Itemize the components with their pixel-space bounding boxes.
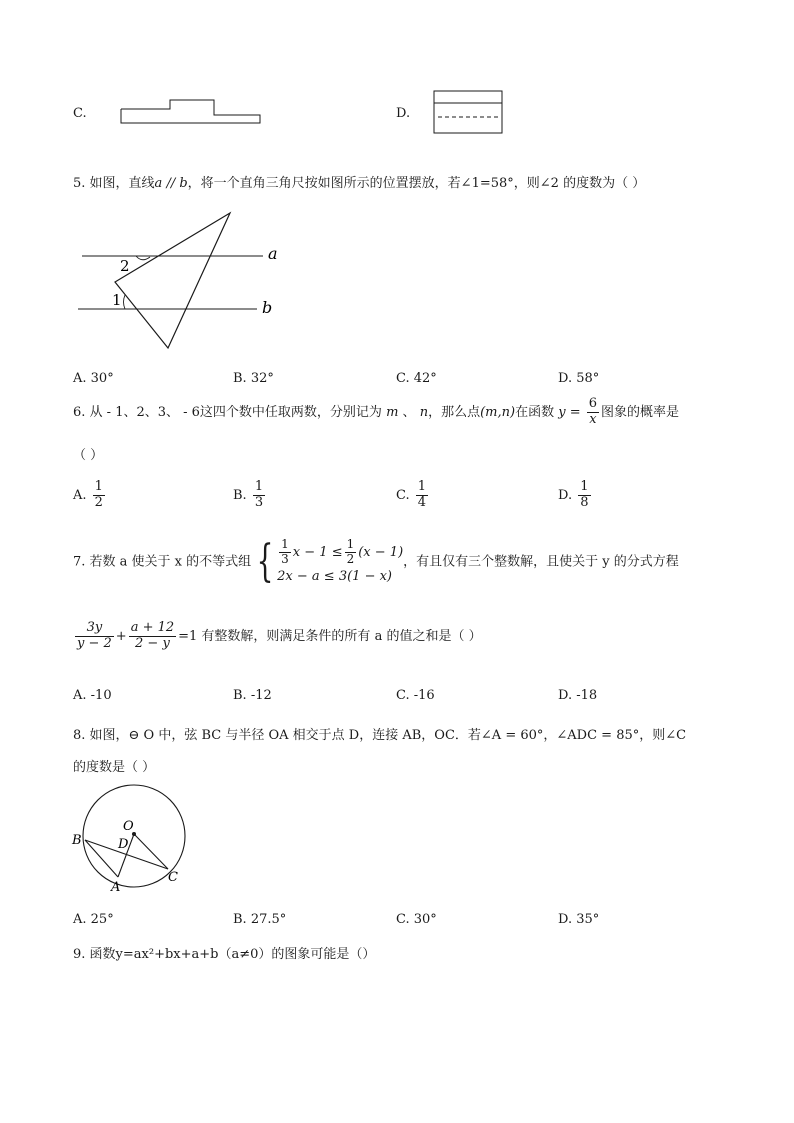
q7-stem xyxy=(73,538,679,586)
q7-stem-rest: ，有且仅有三个整数解，且使关于 y 的分式方程 xyxy=(403,554,679,570)
q7-ineq1-a-num: 1 xyxy=(281,537,289,551)
q5-option-b[interactable]: B. 32° xyxy=(233,371,274,386)
q6-mid2: 在函数 xyxy=(515,404,555,420)
q6-point: (m,n) xyxy=(480,404,516,420)
q5-option-c[interactable]: C. 42° xyxy=(396,371,437,386)
q6-option-c-num: 1 xyxy=(417,479,427,494)
q7-ineq1-frac-b xyxy=(345,538,357,567)
q8-stem-2: 的度数是（ ） xyxy=(73,760,156,775)
q6-option-a-den: 2 xyxy=(94,494,103,510)
q8-label-d: D xyxy=(118,837,129,852)
q5-figure xyxy=(70,205,290,355)
q7-eq-f1-den: y − 2 xyxy=(77,635,112,651)
q7-option-b[interactable]: B. -12 xyxy=(233,688,272,703)
q6-option-a-prefix: A. xyxy=(73,487,87,503)
q6-option-c-fraction xyxy=(416,480,428,511)
q5-line-b-label: b xyxy=(262,298,273,317)
q9-stem: 9. 函数y=ax²+bx+a+b（a≠0）的图象可能是（） xyxy=(73,947,376,962)
q7-ineq1-tail: (x − 1) xyxy=(358,544,404,560)
q7-eq-f2-num: a + 12 xyxy=(130,620,175,635)
q5-var-b: b xyxy=(179,176,188,191)
q7-eq-f2-den: 2 − y xyxy=(135,635,170,651)
q6-option-a[interactable] xyxy=(73,480,107,511)
q6-option-b-num: 1 xyxy=(254,479,264,494)
q5-angle-1-label: 1 xyxy=(112,291,122,309)
q6-stem-text: 6. 从 - 1、2、3、 - 6这四个数中任取两数，分别记为 xyxy=(73,404,382,420)
q7-inequality-system xyxy=(277,538,403,586)
q6-option-a-num: 1 xyxy=(94,479,103,494)
q7-stem-text: 7. 若数 a 使关于 x 的不等式组 xyxy=(73,554,252,570)
q7-brace: { xyxy=(256,536,274,588)
q7-eq-plus: + xyxy=(115,628,127,644)
q6-stem xyxy=(73,397,679,428)
q7-ineq1-mid: x − 1 ≤ xyxy=(292,544,343,560)
q7-inequality-1 xyxy=(277,538,403,567)
q5-parallel: // xyxy=(162,176,180,191)
q8-option-c[interactable]: C. 30° xyxy=(396,912,437,927)
q6-var-m: m xyxy=(386,404,399,420)
q6-option-d[interactable] xyxy=(558,480,593,511)
q6-tail: 图象的概率是 xyxy=(601,404,680,420)
q8-option-b[interactable]: B. 27.5° xyxy=(233,912,287,927)
q8-label-b: B xyxy=(72,833,82,848)
q6-option-d-prefix: D. xyxy=(558,487,573,503)
q6-option-c[interactable] xyxy=(396,480,430,511)
q6-option-c-prefix: C. xyxy=(396,487,410,503)
q6-func-lhs: y = xyxy=(558,404,581,420)
q7-option-a[interactable]: A. -10 xyxy=(73,688,112,703)
q7-eq-frac-1 xyxy=(75,621,114,652)
q8-figure xyxy=(68,782,198,897)
q6-option-a-fraction xyxy=(93,480,105,511)
q6-option-d-den: 8 xyxy=(580,494,589,510)
q7-equation xyxy=(73,621,482,652)
q7-inequality-2: 2x − a ≤ 3(1 − x) xyxy=(277,568,392,584)
q7-ineq1-b-den: 2 xyxy=(346,551,355,566)
q6-option-c-den: 4 xyxy=(417,494,427,510)
q5-option-d[interactable]: D. 58° xyxy=(558,371,600,386)
q5-stem-rest: ，将一个直角三角尺按如图所示的位置摆放，若∠1=58°，则∠2 的度数为（ ） xyxy=(187,176,646,191)
q8-stem: 8. 如图，⊖ O 中，弦 BC 与半径 OA 相交于点 D，连接 AB，OC．若∠A = 60°，∠ADC = 85°，则∠C xyxy=(73,728,687,743)
q8-option-d[interactable]: D. 35° xyxy=(558,912,600,927)
q5-var-a: a xyxy=(154,176,163,191)
q4-option-d-label: D. xyxy=(396,106,411,121)
q7-option-d[interactable]: D. -18 xyxy=(558,688,598,703)
q6-answer-paren: （ ） xyxy=(73,448,104,463)
q7-eq-rest: =1 有整数解，则满足条件的所有 a 的值之和是（ ） xyxy=(178,628,482,644)
q7-ineq1-frac-a xyxy=(279,538,291,567)
q6-option-b[interactable] xyxy=(233,480,267,511)
q7-option-c[interactable]: C. -16 xyxy=(396,688,435,703)
q6-sep: 、 xyxy=(402,404,416,420)
q6-func-num: 6 xyxy=(588,396,598,411)
q6-option-b-den: 3 xyxy=(254,494,264,510)
q6-option-b-prefix: B. xyxy=(233,487,247,503)
q4-option-c-label: C. xyxy=(73,106,87,121)
q5-stem-text: 5. 如图，直线 xyxy=(73,176,155,191)
q6-option-d-num: 1 xyxy=(580,479,589,494)
q5-option-a[interactable]: A. 30° xyxy=(73,371,114,386)
q7-ineq1-a-den: 3 xyxy=(281,551,289,566)
q7-eq-f1-num: 3y xyxy=(75,621,114,637)
q8-label-a: A xyxy=(111,880,121,895)
q8-label-c: C xyxy=(168,870,178,885)
q6-func-den: x xyxy=(589,411,597,427)
q4-option-d-figure xyxy=(433,90,505,136)
q5-line-a-label: a xyxy=(268,244,278,263)
q5-angle-2-label: 2 xyxy=(120,257,130,275)
q6-func-fraction xyxy=(587,397,599,428)
q8-option-a[interactable]: A. 25° xyxy=(73,912,114,927)
q6-mid: ，那么点 xyxy=(428,404,481,420)
q6-option-b-fraction xyxy=(253,480,265,511)
q5-stem xyxy=(73,172,645,191)
q4-option-c-figure xyxy=(120,98,262,126)
q6-option-d-fraction xyxy=(578,480,590,511)
q8-label-o: O xyxy=(123,819,134,834)
q7-ineq1-b-num: 1 xyxy=(346,537,355,551)
q6-var-n: n xyxy=(419,404,429,420)
q7-eq-frac-2 xyxy=(129,621,176,652)
